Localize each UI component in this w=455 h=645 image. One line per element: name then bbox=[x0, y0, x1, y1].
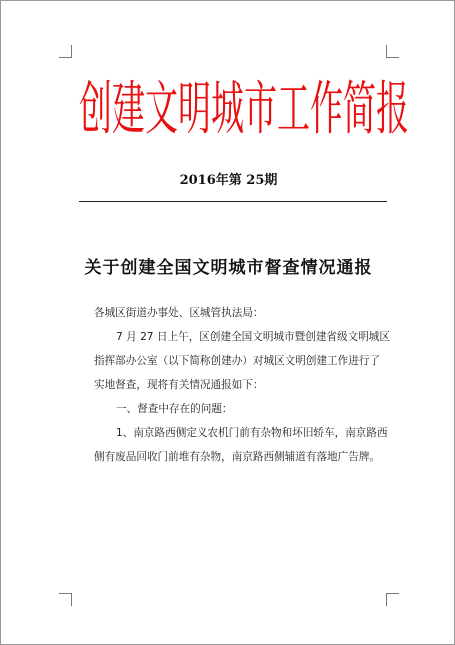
document-body bbox=[94, 301, 390, 469]
crop-mark-bottom-right bbox=[386, 593, 399, 606]
crop-mark-top-right bbox=[386, 45, 399, 58]
document-title: 关于创建全国文明城市督查情况通报 bbox=[84, 258, 373, 278]
section-heading: 一、督查中存在的问题： bbox=[116, 403, 233, 415]
masthead-divider bbox=[79, 201, 387, 202]
body-paragraph: 1、南京路西侧定义农机门前有杂物和坏旧轿车，南京路西侧有废品回收门前堆有杂物，南京路西侧辅道有落地广告牌。 bbox=[94, 427, 388, 463]
issue-number: 2016年第 25期 bbox=[179, 173, 278, 188]
body-paragraph: 7 月 27 日上午，区创建全国文明城市暨创建省级文明城区指挥部办公室（以下简称创建办）对城区文明创建工作进行了实地督查，现将有关情况通报如下： bbox=[94, 331, 390, 391]
salutation: 各城区街道办事处、区城管执法局： bbox=[94, 307, 264, 319]
crop-mark-top-left bbox=[59, 45, 72, 58]
bulletin-masthead: 创建文明城市工作简报 bbox=[79, 74, 409, 143]
crop-mark-bottom-left bbox=[59, 593, 72, 606]
